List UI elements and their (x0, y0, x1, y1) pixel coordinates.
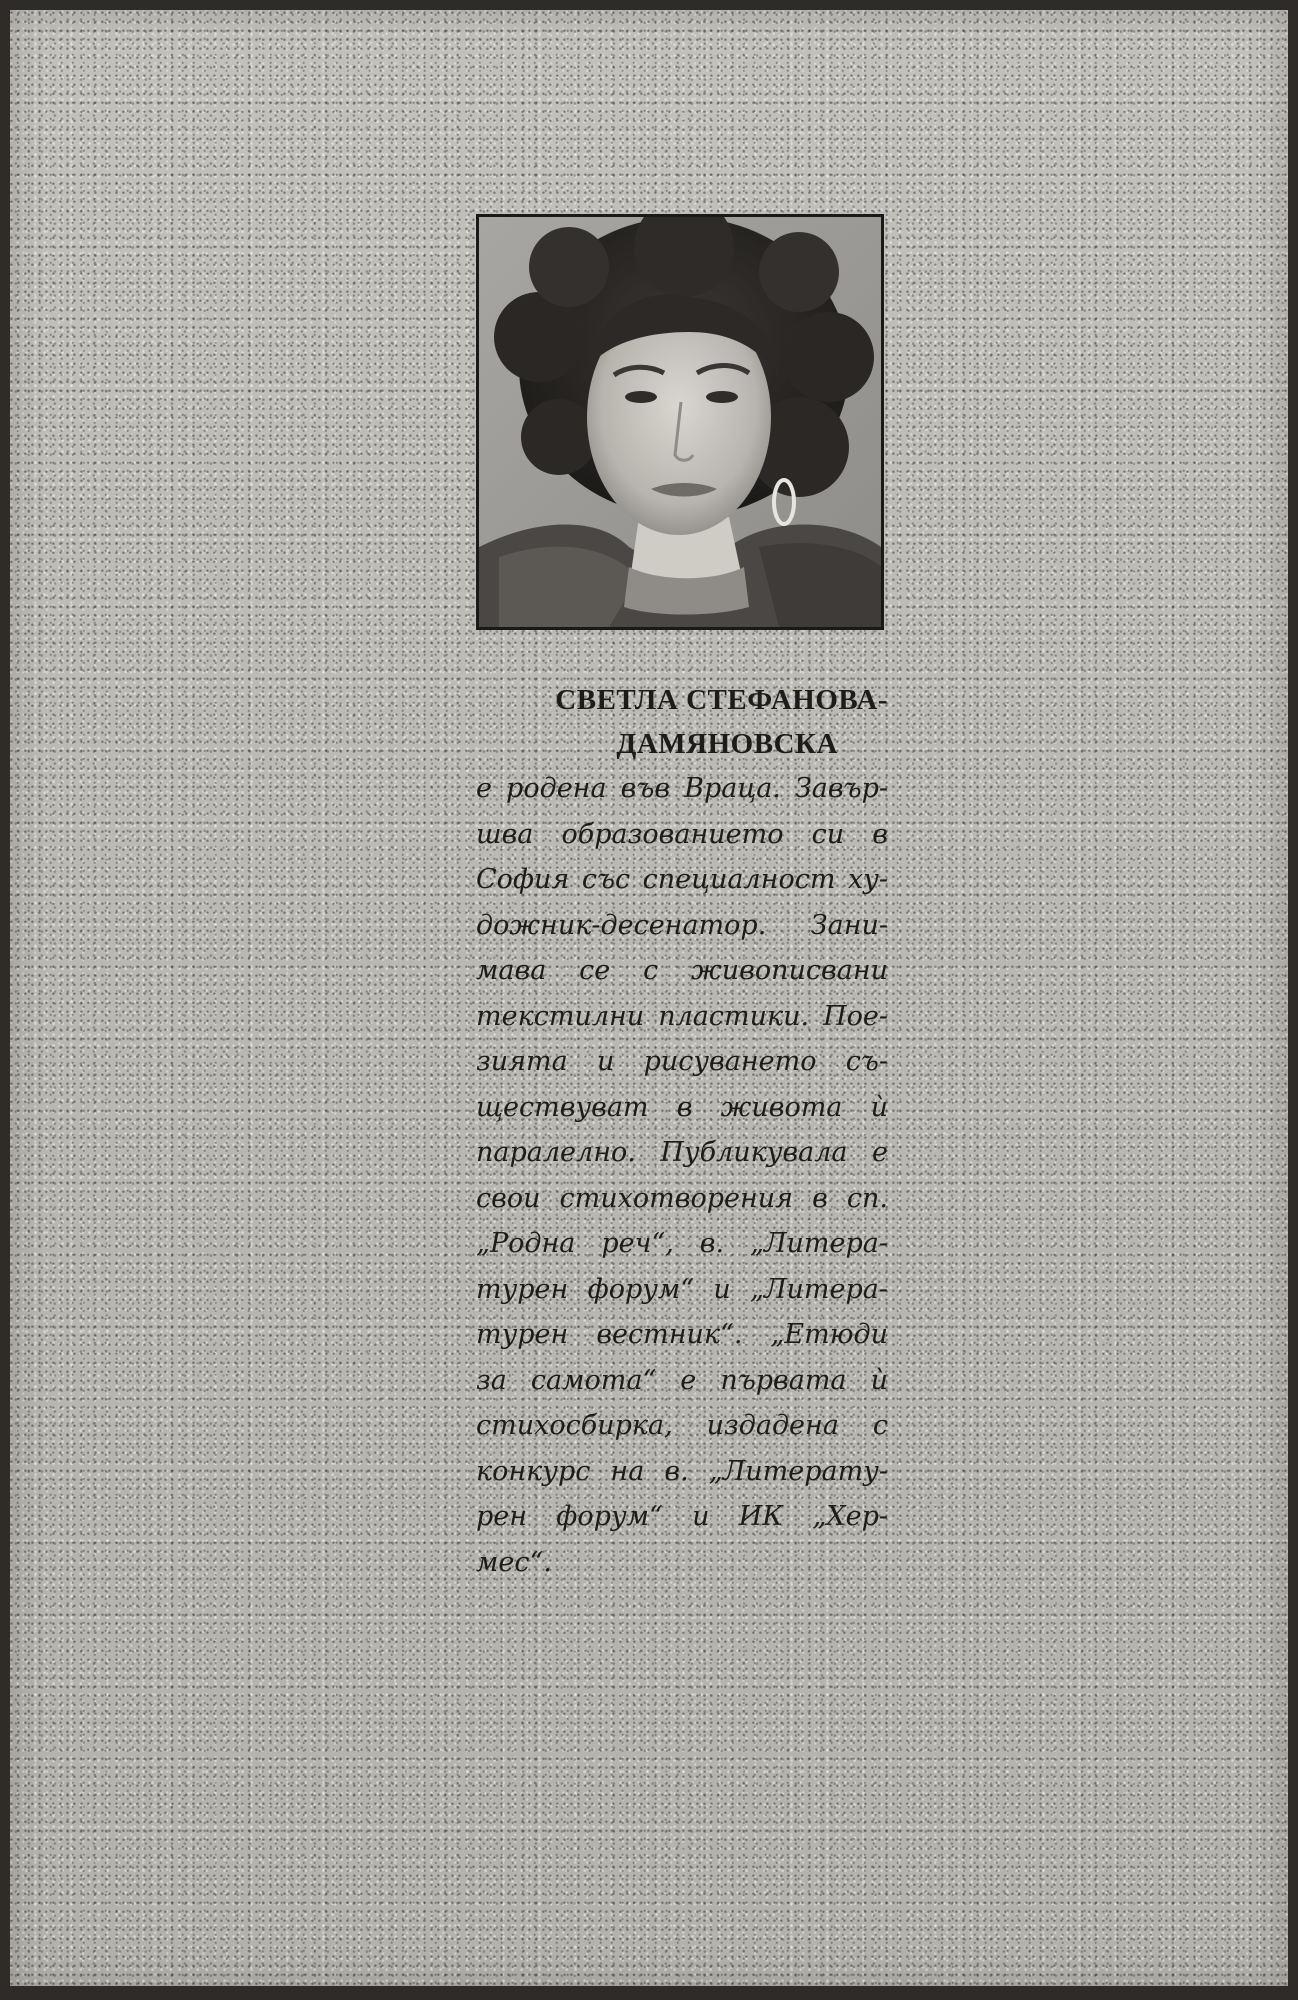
author-name-line1: СВЕТЛА СТЕФАНОВА- (555, 684, 888, 716)
bio-line: зията и рисуването съ- (476, 1046, 888, 1077)
bio-line: текстилни пластики. Пое- (476, 1000, 888, 1032)
bio-line: „Родна реч“, в. „Литера- (476, 1228, 888, 1259)
author-name (476, 678, 888, 766)
bio-line: София със специалност ху- (476, 864, 888, 895)
bio-line: ществуват в живота ѝ (476, 1091, 888, 1123)
bio-line: рен форум“ и ИК „Хер- (476, 1501, 888, 1532)
bio-line: за самота“ е първата ѝ (476, 1364, 888, 1396)
bio-line: мес“. (476, 1546, 552, 1578)
bio-line: турен вестник“. „Етюди (476, 1319, 888, 1350)
bio-line: турен форум“ и „Литера- (476, 1273, 888, 1305)
bio-line: шва образованието си в (476, 818, 888, 850)
bio-line: стихосбирка, издадена с (476, 1410, 888, 1441)
bio-line: е родена във Враца. Завър- (476, 773, 888, 804)
bio-line: свои стихотворения в сп. (476, 1182, 888, 1214)
portrait-image (479, 217, 881, 627)
bio-line: конкурс на в. „Литерату- (476, 1455, 888, 1487)
author-name-line2: ДАМЯНОВСКА (616, 728, 838, 760)
bio-line: паралелно. Публикувала е (476, 1137, 888, 1168)
bio-line: дожник-десенатор. Зани- (476, 909, 888, 941)
author-bio (476, 678, 888, 1585)
book-back-cover (10, 10, 1288, 1986)
author-portrait (476, 214, 884, 630)
bio-text (476, 766, 888, 1585)
bio-line: мава се с живописвани (476, 955, 888, 986)
